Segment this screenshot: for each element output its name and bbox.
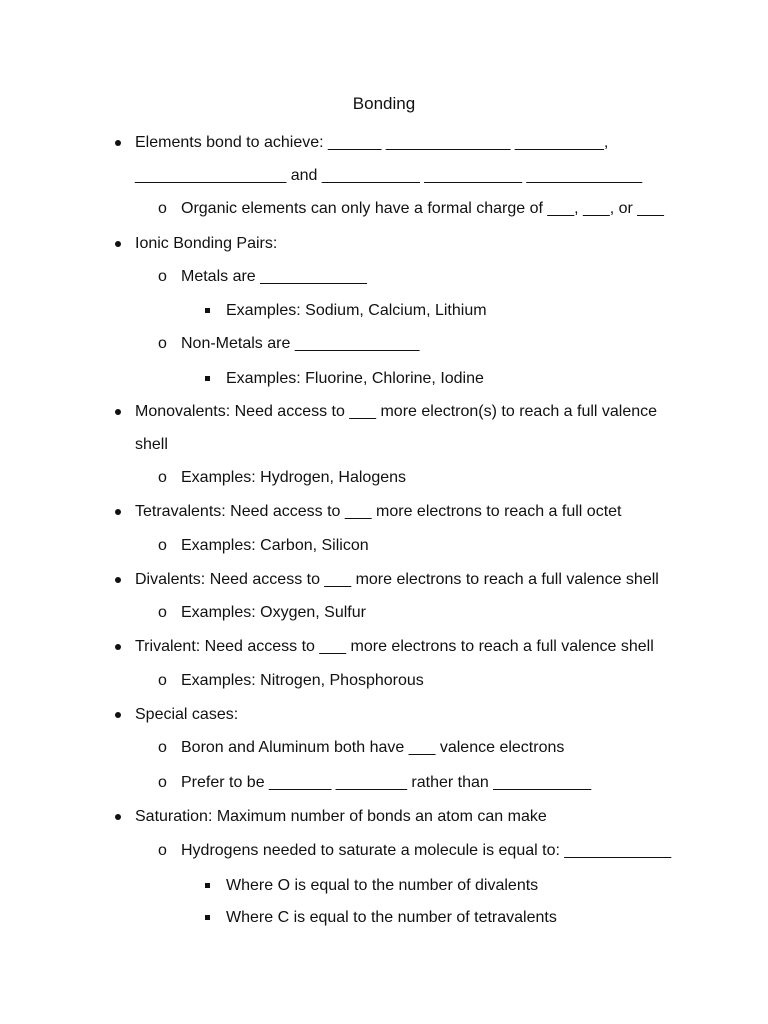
bullet-dot-icon: [115, 241, 121, 247]
list-item-continuation: _________________ and ___________ ___________ _____________: [135, 167, 643, 184]
bullet-dot-icon: [115, 509, 121, 515]
list-item: Non-Metals are ______________: [181, 335, 420, 352]
list-item: Monovalents: Need access to ___ more electron(s) to reach a full valence: [135, 403, 658, 420]
bullet-dot-icon: [115, 409, 121, 415]
list-item: Examples: Nitrogen, Phosphorous: [181, 672, 424, 689]
circle-bullet-icon: o: [158, 268, 167, 285]
circle-bullet-icon: o: [158, 200, 167, 217]
bullet-dot-icon: [115, 140, 121, 146]
bullet-dot-icon: [115, 814, 121, 820]
list-item: Examples: Sodium, Calcium, Lithium: [226, 302, 487, 319]
list-item: Examples: Fluorine, Chlorine, Iodine: [226, 370, 484, 387]
list-item: Boron and Aluminum both have ___ valence electrons: [181, 739, 565, 756]
list-item: Divalents: Need access to ___ more electrons to reach a full valence shell: [135, 571, 659, 588]
square-bullet-icon: [205, 376, 210, 381]
list-item-continuation: shell: [135, 436, 168, 453]
square-bullet-icon: [205, 308, 210, 313]
list-item: Hydrogens needed to saturate a molecule is equal to: ____________: [181, 842, 672, 859]
list-item: Where O is equal to the number of divalents: [226, 877, 539, 894]
circle-bullet-icon: o: [158, 774, 167, 791]
square-bullet-icon: [205, 915, 210, 920]
list-item: Ionic Bonding Pairs:: [135, 235, 278, 252]
list-item: Examples: Hydrogen, Halogens: [181, 469, 407, 486]
list-item: Organic elements can only have a formal charge of ___, ___, or ___: [181, 200, 664, 217]
list-item: Metals are ____________: [181, 268, 367, 285]
circle-bullet-icon: o: [158, 469, 167, 486]
square-bullet-icon: [205, 883, 210, 888]
list-item: Special cases:: [135, 706, 239, 723]
list-item: Examples: Carbon, Silicon: [181, 537, 369, 554]
list-item: Tetravalents: Need access to ___ more electrons to reach a full octet: [135, 503, 622, 520]
list-item: Where C is equal to the number of tetravalents: [226, 909, 557, 926]
list-item: Elements bond to achieve: ______ ______________ __________,: [135, 134, 609, 151]
bullet-dot-icon: [115, 577, 121, 583]
list-item: Examples: Oxygen, Sulfur: [181, 604, 366, 621]
page-title: Bonding: [352, 94, 416, 113]
bullet-dot-icon: [115, 644, 121, 650]
circle-bullet-icon: o: [158, 842, 167, 859]
circle-bullet-icon: o: [158, 672, 167, 689]
circle-bullet-icon: o: [158, 739, 167, 756]
list-item: Prefer to be _______ ________ rather than ___________: [181, 774, 592, 791]
circle-bullet-icon: o: [158, 604, 167, 621]
bullet-dot-icon: [115, 712, 121, 718]
circle-bullet-icon: o: [158, 537, 167, 554]
list-item: Saturation: Maximum number of bonds an atom can make: [135, 808, 547, 825]
list-item: Trivalent: Need access to ___ more electrons to reach a full valence shell: [135, 638, 654, 655]
circle-bullet-icon: o: [158, 335, 167, 352]
